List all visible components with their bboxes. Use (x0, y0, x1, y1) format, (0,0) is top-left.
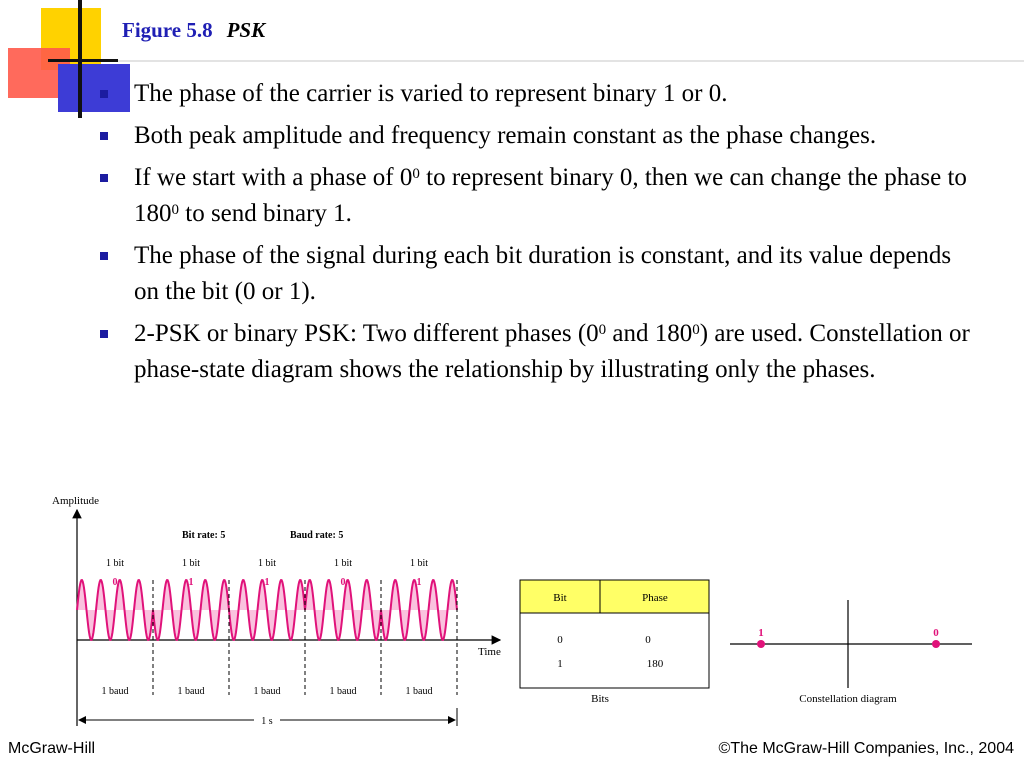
constellation-point (757, 640, 765, 648)
amplitude-label: Amplitude (52, 495, 100, 507)
bullet-square-icon (100, 90, 108, 98)
footer-copyright: ©The McGraw-Hill Companies, Inc., 2004 (718, 740, 1014, 757)
bit-duration-label: 1 bit (257, 558, 277, 569)
table-body (520, 613, 709, 688)
table-header-bit: Bit (553, 592, 567, 604)
bullet-square-icon (100, 330, 108, 338)
table-cell: 1 (557, 658, 563, 670)
bit-value: 0 (340, 577, 346, 588)
table-caption: Bits (591, 693, 609, 705)
bit-phase-table (520, 580, 709, 705)
bit-duration-label: 1 bit (333, 558, 353, 569)
time-label: Time (478, 646, 501, 658)
baud-label: 1 baud (253, 686, 281, 697)
bullet-item: Both peak amplitude and frequency remain constant as the phase changes. (96, 118, 976, 154)
bullet-list (96, 76, 976, 394)
baud-rate-label: Baud rate: 5 (290, 530, 344, 541)
bullet-square-icon (100, 132, 108, 140)
decor-horizontal-rule (48, 60, 1024, 62)
baud-label: 1 baud (177, 686, 205, 697)
figure-number: Figure 5.8 (122, 18, 213, 42)
bullet-square-icon (100, 252, 108, 260)
table-header-background (520, 580, 709, 613)
decor-horizontal-rule-dark (48, 59, 118, 62)
duration-label: 1 s (261, 716, 273, 727)
bit-value: 0 (112, 577, 118, 588)
bit-duration-label: 1 bit (181, 558, 201, 569)
table-header-phase: Phase (642, 592, 668, 604)
constellation-point-label: 0 (933, 627, 939, 639)
bullet-square-icon (100, 174, 108, 182)
table-cell: 180 (646, 658, 664, 670)
footer-publisher: McGraw-Hill (8, 740, 96, 757)
bit-rate-label: Bit rate: 5 (182, 530, 226, 541)
table-cell: 0 (645, 634, 651, 646)
psk-figure (0, 480, 1024, 735)
constellation-diagram (730, 600, 972, 705)
bit-value: 1 (264, 577, 270, 588)
bit-value: 1 (188, 577, 194, 588)
bullet-item: 2-PSK or binary PSK: Two different phases ($0^0$ and $180^0$) are used. Constellation or phase-state diagram shows the relationship by illustrating only the phases. (96, 316, 976, 388)
bit-value: 1 (416, 577, 422, 588)
waveform-line (77, 580, 457, 640)
constellation-point (932, 640, 940, 648)
baud-label: 1 baud (101, 686, 129, 697)
constellation-point-label: 1 (758, 627, 764, 639)
bit-duration-label: 1 bit (105, 558, 125, 569)
constellation-caption: Constellation diagram (799, 693, 897, 705)
baud-label: 1 baud (405, 686, 433, 697)
decor-vertical-rule (78, 0, 82, 118)
psk-waveform (77, 580, 457, 640)
slide-title (122, 18, 265, 43)
baud-label: 1 baud (329, 686, 357, 697)
figure-name: PSK (226, 18, 266, 42)
bit-duration-label: 1 bit (409, 558, 429, 569)
bullet-item: The phase of the carrier is varied to represent binary 1 or 0. (96, 76, 976, 112)
bullet-item: The phase of the signal during each bit duration is constant, and its value depends on the bit (0 or 1). (96, 238, 976, 310)
bullet-item: If we start with a phase of $0^0$ to represent binary 0, then we can change the phase to $180^0$ to send binary 1. (96, 160, 976, 232)
table-cell: 0 (557, 634, 563, 646)
